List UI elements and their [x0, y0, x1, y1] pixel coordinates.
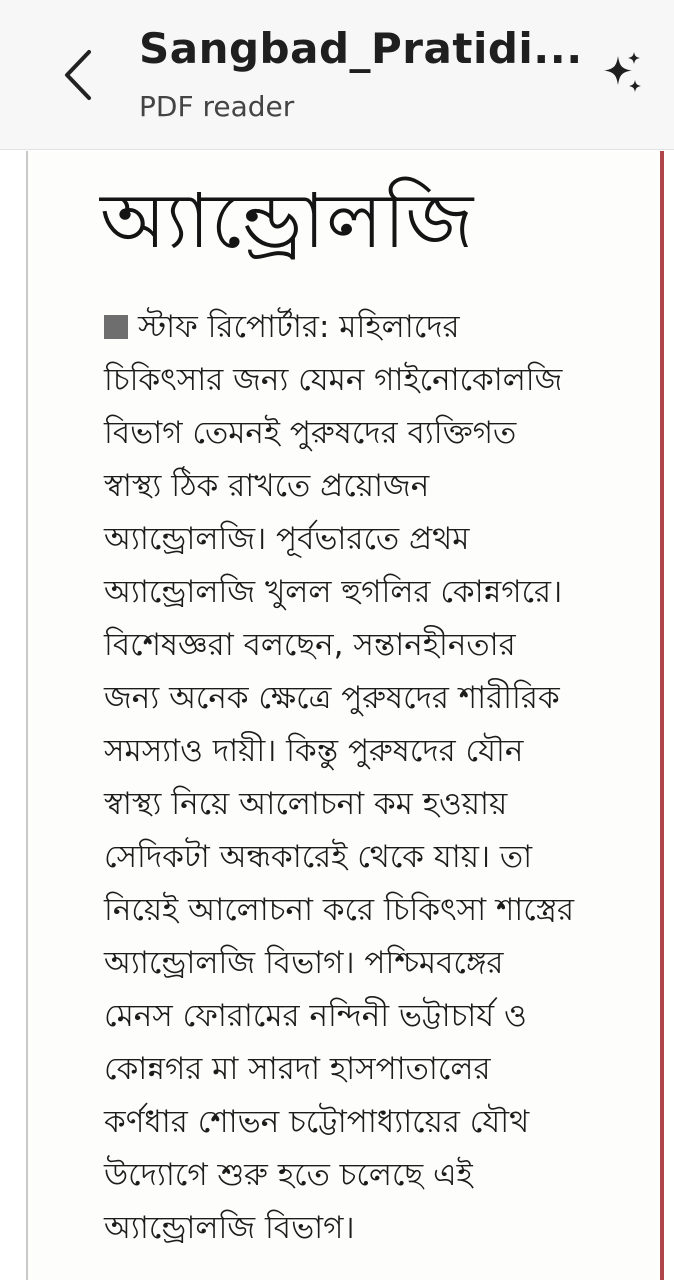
- article-line: বিশেষজ্ঞরা বলছেন, সন্তানহীনতার: [104, 627, 516, 663]
- sparkle-icon: [598, 50, 646, 98]
- article-line: কোন্নগর মা সারদা হাসপাতালের: [104, 1051, 491, 1087]
- article-line: স্বাস্থ্য ঠিক রাখতে প্রয়োজন: [104, 468, 430, 504]
- ai-assist-button[interactable]: [592, 44, 652, 104]
- app-subtitle: PDF reader: [139, 90, 295, 123]
- article-body: [104, 301, 644, 1255]
- article-line: মেনস ফোরামের নন্দিনী ভট্টাচার্য ও: [104, 998, 527, 1034]
- article-line: অ্যান্ড্রোলজি বিভাগ।: [104, 1210, 355, 1246]
- article-line: নিয়েই আলোচনা করে চিকিৎসা শাস্ত্রের: [104, 892, 575, 928]
- article-line: স্টাফ রিপোর্টার: মহিলাদের: [104, 301, 644, 354]
- back-button[interactable]: [48, 40, 108, 110]
- article-line: বিভাগ তেমনই পুরুষদের ব্যক্তিগত: [104, 415, 517, 451]
- article-line: স্বাস্থ্য নিয়ে আলোচনা কম হওয়ায়: [104, 786, 508, 822]
- article-headline: অ্যান্ড্রোলজি: [100, 176, 475, 265]
- article-line: অ্যান্ড্রোলজি বিভাগ। পশ্চিমবঙ্গের: [104, 945, 504, 981]
- pdf-viewer[interactable]: [0, 151, 674, 1280]
- chevron-left-icon: [63, 49, 93, 101]
- document-title: Sangbad_Pratidi...: [139, 24, 583, 73]
- bullet-square-icon: [104, 315, 128, 339]
- article-line: সেদিকটা অন্ধকারেই থেকে যায়। তা: [104, 839, 533, 875]
- article-line: সমস্যাও দায়ী। কিন্তু পুরুষদের যৌন: [104, 733, 524, 769]
- app-bar: [0, 0, 674, 150]
- article-line: চিকিৎসার জন্য যেমন গাইনোকোলজি: [104, 362, 563, 398]
- article-line: অ্যান্ড্রোলজি খুলল হুগলির কোন্নগরে।: [104, 574, 563, 610]
- article-line: অ্যান্ড্রোলজি। পূর্বভারতে প্রথম: [104, 521, 470, 557]
- article-line: কর্ণধার শোভন চট্টোপাধ্যায়ের যৌথ: [104, 1104, 530, 1140]
- article-line: উদ্যোগে শুরু হতে চলেছে এই: [104, 1157, 473, 1193]
- article-line: জন্য অনেক ক্ষেত্রে পুরুষদের শারীরিক: [104, 680, 560, 716]
- page-edge-rule: [660, 151, 664, 1280]
